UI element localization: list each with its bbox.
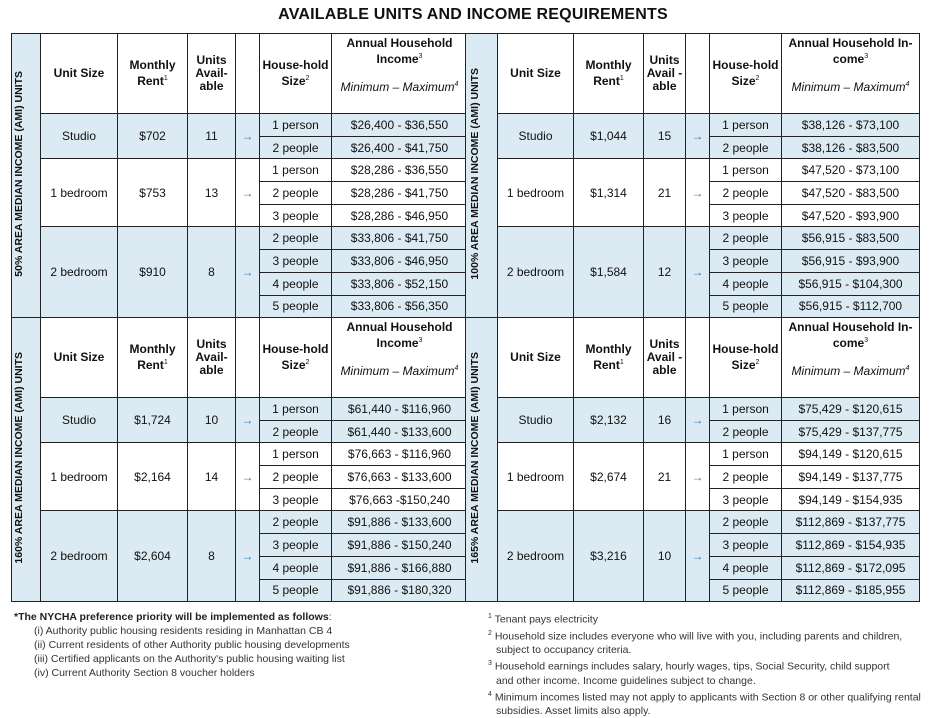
income-range <box>782 364 919 378</box>
household-size-cell: 5 people <box>710 579 782 602</box>
footer-notes <box>488 610 938 718</box>
header-label: Unit Size <box>53 66 105 80</box>
arrow-right-icon: → <box>686 227 710 318</box>
table-row <box>466 443 920 466</box>
household-size-cell: 3 people <box>710 534 782 557</box>
household-size-cell: 2 people <box>260 511 332 534</box>
income-range-cell: $56,915 - $112,700 <box>782 295 920 318</box>
header-arrow-spacer <box>686 34 710 114</box>
table-row <box>466 227 920 250</box>
household-size-cell: 5 people <box>260 579 332 602</box>
header-label: Minimum – Maximum <box>791 80 906 94</box>
income-title <box>782 321 919 350</box>
monthly-rent-cell: $702 <box>118 114 188 159</box>
household-size-cell: 1 person <box>260 443 332 466</box>
income-range-cell: $47,520 - $93,900 <box>782 204 920 227</box>
units-available-cell: 13 <box>188 159 236 227</box>
footnote-ref: 3 <box>864 53 869 60</box>
monthly-rent-cell: $1,724 <box>118 398 188 443</box>
footnote-ref: 1 <box>619 359 624 366</box>
income-range-cell: $33,806 - $56,350 <box>332 295 468 318</box>
footnote-2-cont: subject to occupancy criteria. <box>496 644 632 656</box>
header-label: Annual Household Income <box>346 320 453 350</box>
monthly-rent-cell: $2,674 <box>574 443 644 511</box>
arrow-right-icon: → <box>686 443 710 511</box>
household-size-cell: 2 people <box>710 466 782 489</box>
footnote-ref: 1 <box>163 359 168 366</box>
income-range-cell: $28,286 - $41,750 <box>332 182 468 205</box>
ami-label-cell <box>466 34 498 318</box>
ami-label-cell <box>12 318 41 602</box>
footnote-3: $^3$ Household earnings includes salary, hourly wages, tips, Social Security, child support <box>488 660 890 673</box>
header-label: House-hold Size <box>712 58 779 88</box>
unit-size-cell: 1 bedroom <box>41 443 118 511</box>
units-available-cell: 10 <box>188 398 236 443</box>
income-range-cell: $61,440 - $116,960 <box>332 398 468 421</box>
income-range-cell: $33,806 - $52,150 <box>332 272 468 295</box>
unit-size-cell: 2 bedroom <box>498 511 574 602</box>
income-range-cell: $56,915 - $93,900 <box>782 250 920 273</box>
table-row <box>12 443 468 466</box>
unit-size-cell: 2 bedroom <box>498 227 574 318</box>
header-label: Annual Household Income <box>346 36 453 66</box>
unit-size-cell: Studio <box>41 114 118 159</box>
unit-size-cell: 2 bedroom <box>41 227 118 318</box>
income-range-cell: $28,286 - $36,550 <box>332 159 468 182</box>
income-range <box>332 80 467 94</box>
nycha-preference-lead: *The NYCHA preference priority will be implemented as follows: <box>14 611 332 623</box>
household-size-cell: 1 person <box>260 159 332 182</box>
table-row <box>12 227 468 250</box>
household-size-cell: 4 people <box>260 556 332 579</box>
header-monthly-rent <box>118 34 188 114</box>
arrow-right-icon: → <box>236 443 260 511</box>
household-size-cell: 3 people <box>710 204 782 227</box>
ami-label: 100% AREA MEDIAN INCOME (AMI) UNITS <box>468 68 481 280</box>
footnote-1: $^1$ Tenant pays electricity <box>488 613 598 626</box>
household-size-cell: 2 people <box>710 136 782 159</box>
header-household-size <box>260 318 332 398</box>
header-label: Annual Household In-come <box>788 36 913 66</box>
household-size-cell: 4 people <box>260 272 332 295</box>
income-table <box>465 33 920 318</box>
unit-size-cell: 1 bedroom <box>41 159 118 227</box>
household-size-cell: 2 people <box>710 227 782 250</box>
income-title <box>332 321 467 350</box>
footnote-ref: 1 <box>163 75 168 82</box>
household-size-cell: 3 people <box>260 488 332 511</box>
header-units-available <box>188 34 236 114</box>
table-row <box>466 159 920 182</box>
units-available-cell: 8 <box>188 511 236 602</box>
unit-size-cell: Studio <box>498 398 574 443</box>
header-label: Monthly Rent <box>585 58 632 88</box>
income-range-cell: $61,440 - $133,600 <box>332 420 468 443</box>
header-unit-size <box>498 318 574 398</box>
header-arrow-spacer <box>686 318 710 398</box>
footnote-ref: 3 <box>418 337 423 344</box>
income-range-cell: $47,520 - $83,500 <box>782 182 920 205</box>
household-size-cell: 5 people <box>260 295 332 318</box>
income-range-cell: $56,915 - $104,300 <box>782 272 920 295</box>
income-range-cell: $112,869 - $137,775 <box>782 511 920 534</box>
income-range-cell: $91,886 - $180,320 <box>332 579 468 602</box>
header-household-size <box>260 34 332 114</box>
header-label: Units Avail-able <box>195 53 228 93</box>
header-monthly-rent <box>118 318 188 398</box>
footnote-4: $^4$ Minimum incomes listed may not apply to applicants with Section 8 or other qualifying rental <box>488 690 921 703</box>
header-label: Unit Size <box>510 350 561 364</box>
income-range-cell: $33,806 - $41,750 <box>332 227 468 250</box>
income-range-cell: $94,149 - $137,775 <box>782 466 920 489</box>
household-size-cell: 1 person <box>710 443 782 466</box>
header-label: Monthly Rent <box>129 342 176 372</box>
footnote-2: $^2$ Household size includes everyone who will live with you, including parents and children, <box>488 629 903 642</box>
footnote-ref: 4 <box>454 81 459 88</box>
household-size-cell: 2 people <box>710 511 782 534</box>
header-units-available <box>644 34 686 114</box>
header-label: Unit Size <box>53 350 105 364</box>
household-size-cell: 4 people <box>710 556 782 579</box>
monthly-rent-cell: $910 <box>118 227 188 318</box>
income-title <box>782 37 919 66</box>
ami-label: 165% AREA MEDIAN INCOME (AMI) UNITS <box>468 352 481 564</box>
income-range-cell: $112,869 - $172,095 <box>782 556 920 579</box>
income-title <box>332 37 467 66</box>
preference-item: (iii) Certified applicants on the Authority's public housing waiting list <box>34 653 345 665</box>
household-size-cell: 1 person <box>710 398 782 421</box>
income-range-cell: $76,663 - $133,600 <box>332 466 468 489</box>
header-unit-size <box>41 34 118 114</box>
units-available-cell: 14 <box>188 443 236 511</box>
quadrant-165-ami <box>465 317 920 602</box>
household-size-cell: 3 people <box>260 204 332 227</box>
header-label: Annual Household In-come <box>788 320 913 350</box>
arrow-right-icon: → <box>236 159 260 227</box>
preference-item: (iv) Current Authority Section 8 voucher holders <box>34 667 255 679</box>
monthly-rent-cell: $753 <box>118 159 188 227</box>
income-range-cell: $33,806 - $46,950 <box>332 250 468 273</box>
household-size-cell: 3 people <box>710 488 782 511</box>
footnote-ref: 1 <box>619 75 624 82</box>
footer-nycha-preference <box>14 610 464 680</box>
household-size-cell: 2 people <box>260 466 332 489</box>
header-annual-income <box>782 34 920 114</box>
income-table <box>465 317 920 602</box>
table-row <box>12 511 468 534</box>
header-household-size <box>710 34 782 114</box>
header-label: Minimum – Maximum <box>340 364 455 378</box>
unit-size-cell: 1 bedroom <box>498 159 574 227</box>
table-row <box>466 511 920 534</box>
units-available-cell: 10 <box>644 511 686 602</box>
monthly-rent-cell: $2,604 <box>118 511 188 602</box>
units-available-cell: 21 <box>644 159 686 227</box>
income-range-cell: $47,520 - $73,100 <box>782 159 920 182</box>
header-label: Units Avail -able <box>646 53 683 93</box>
arrow-right-icon: → <box>686 159 710 227</box>
footnote-ref: 2 <box>755 75 760 82</box>
monthly-rent-cell: $1,584 <box>574 227 644 318</box>
arrow-right-icon: → <box>236 227 260 318</box>
footnote-ref: 2 <box>305 75 310 82</box>
footnote-3-cont: and other income. Income guidelines subject to change. <box>496 674 756 687</box>
header-label: Unit Size <box>510 66 561 80</box>
unit-size-cell: 1 bedroom <box>498 443 574 511</box>
household-size-cell: 2 people <box>710 420 782 443</box>
header-unit-size <box>41 318 118 398</box>
household-size-cell: 1 person <box>260 398 332 421</box>
quadrant-50-ami <box>11 33 468 318</box>
units-available-cell: 11 <box>188 114 236 159</box>
footnote-ref: 2 <box>755 359 760 366</box>
header-monthly-rent <box>574 34 644 114</box>
ami-label-cell <box>466 318 498 602</box>
header-units-available <box>644 318 686 398</box>
units-available-cell: 12 <box>644 227 686 318</box>
page-title: AVAILABLE UNITS AND INCOME REQUIREMENTS <box>278 6 668 23</box>
income-range-cell: $26,400 - $36,550 <box>332 114 468 137</box>
header-label: House-hold Size <box>262 342 329 372</box>
header-label: Minimum – Maximum <box>340 80 455 94</box>
header-annual-income <box>332 318 468 398</box>
income-range-cell: $38,126 - $83,500 <box>782 136 920 159</box>
table-row <box>12 159 468 182</box>
income-range-cell: $75,429 - $137,775 <box>782 420 920 443</box>
header-monthly-rent <box>574 318 644 398</box>
income-range-cell: $56,915 - $83,500 <box>782 227 920 250</box>
income-range-cell: $91,886 - $166,880 <box>332 556 468 579</box>
household-size-cell: 1 person <box>260 114 332 137</box>
header-units-available <box>188 318 236 398</box>
header-annual-income <box>332 34 468 114</box>
footnote-ref: 2 <box>305 359 310 366</box>
footnote-ref: 3 <box>418 53 423 60</box>
household-size-cell: 3 people <box>260 534 332 557</box>
ami-label: 50% AREA MEDIAN INCOME (AMI) UNITS <box>13 71 25 277</box>
table-row <box>466 114 920 137</box>
household-size-cell: 3 people <box>260 250 332 273</box>
monthly-rent-cell: $2,164 <box>118 443 188 511</box>
income-range-cell: $28,286 - $46,950 <box>332 204 468 227</box>
income-range-cell: $76,663 - $116,960 <box>332 443 468 466</box>
quadrant-160-ami <box>11 317 468 602</box>
unit-size-cell: Studio <box>498 114 574 159</box>
arrow-right-icon: → <box>686 398 710 443</box>
unit-size-cell: Studio <box>41 398 118 443</box>
monthly-rent-cell: $1,314 <box>574 159 644 227</box>
header-label: Monthly Rent <box>129 58 176 88</box>
income-range <box>782 80 919 94</box>
household-size-cell: 2 people <box>260 182 332 205</box>
income-range <box>332 364 467 378</box>
footnote-ref: 3 <box>864 337 869 344</box>
header-label: Units Avail-able <box>195 337 228 377</box>
household-size-cell: 4 people <box>710 272 782 295</box>
arrow-right-icon: → <box>236 511 260 602</box>
income-range-cell: $75,429 - $120,615 <box>782 398 920 421</box>
household-size-cell: 2 people <box>260 227 332 250</box>
income-range-cell: $94,149 - $120,615 <box>782 443 920 466</box>
header-label: Monthly Rent <box>585 342 632 372</box>
table-row <box>466 398 920 421</box>
header-annual-income <box>782 318 920 398</box>
household-size-cell: 2 people <box>260 420 332 443</box>
income-table <box>11 317 468 602</box>
income-range-cell: $38,126 - $73,100 <box>782 114 920 137</box>
unit-size-cell: 2 bedroom <box>41 511 118 602</box>
units-available-cell: 15 <box>644 114 686 159</box>
arrow-right-icon: → <box>686 114 710 159</box>
ami-label-cell <box>12 34 41 318</box>
monthly-rent-cell: $3,216 <box>574 511 644 602</box>
income-range-cell: $26,400 - $41,750 <box>332 136 468 159</box>
income-range-cell: $112,869 - $185,955 <box>782 579 920 602</box>
household-size-cell: 5 people <box>710 295 782 318</box>
arrow-right-icon: → <box>686 511 710 602</box>
household-size-cell: 2 people <box>260 136 332 159</box>
units-available-cell: 8 <box>188 227 236 318</box>
preference-item: (ii) Current residents of other Authority public housing developments <box>34 639 350 651</box>
income-table <box>11 33 468 318</box>
header-household-size <box>710 318 782 398</box>
monthly-rent-cell: $2,132 <box>574 398 644 443</box>
table-row <box>12 398 468 421</box>
quadrant-100-ami <box>465 33 920 318</box>
arrow-right-icon: → <box>236 114 260 159</box>
header-arrow-spacer <box>236 318 260 398</box>
household-size-cell: 1 person <box>710 114 782 137</box>
header-label: Minimum – Maximum <box>791 364 906 378</box>
header-label: House-hold Size <box>712 342 779 372</box>
monthly-rent-cell: $1,044 <box>574 114 644 159</box>
table-row <box>12 114 468 137</box>
header-label: Units Avail -able <box>646 337 683 377</box>
household-size-cell: 1 person <box>710 159 782 182</box>
units-available-cell: 16 <box>644 398 686 443</box>
footnote-ref: 4 <box>905 365 910 372</box>
household-size-cell: 3 people <box>710 250 782 273</box>
header-arrow-spacer <box>236 34 260 114</box>
income-range-cell: $76,663 -$150,240 <box>332 488 468 511</box>
header-unit-size <box>498 34 574 114</box>
household-size-cell: 2 people <box>710 182 782 205</box>
footnote-4-cont: subsidies. Asset limits also apply. <box>496 705 651 717</box>
arrow-right-icon: → <box>236 398 260 443</box>
income-range-cell: $91,886 - $150,240 <box>332 534 468 557</box>
footnote-ref: 4 <box>905 81 910 88</box>
income-range-cell: $94,149 - $154,935 <box>782 488 920 511</box>
header-label: House-hold Size <box>262 58 329 88</box>
income-range-cell: $91,886 - $133,600 <box>332 511 468 534</box>
units-available-cell: 21 <box>644 443 686 511</box>
footnote-ref: 4 <box>454 365 459 372</box>
income-range-cell: $112,869 - $154,935 <box>782 534 920 557</box>
ami-label: 160% AREA MEDIAN INCOME (AMI) UNITS <box>13 352 25 564</box>
preference-item: (i) Authority public housing residents residing in Manhattan CB 4 <box>34 625 333 637</box>
